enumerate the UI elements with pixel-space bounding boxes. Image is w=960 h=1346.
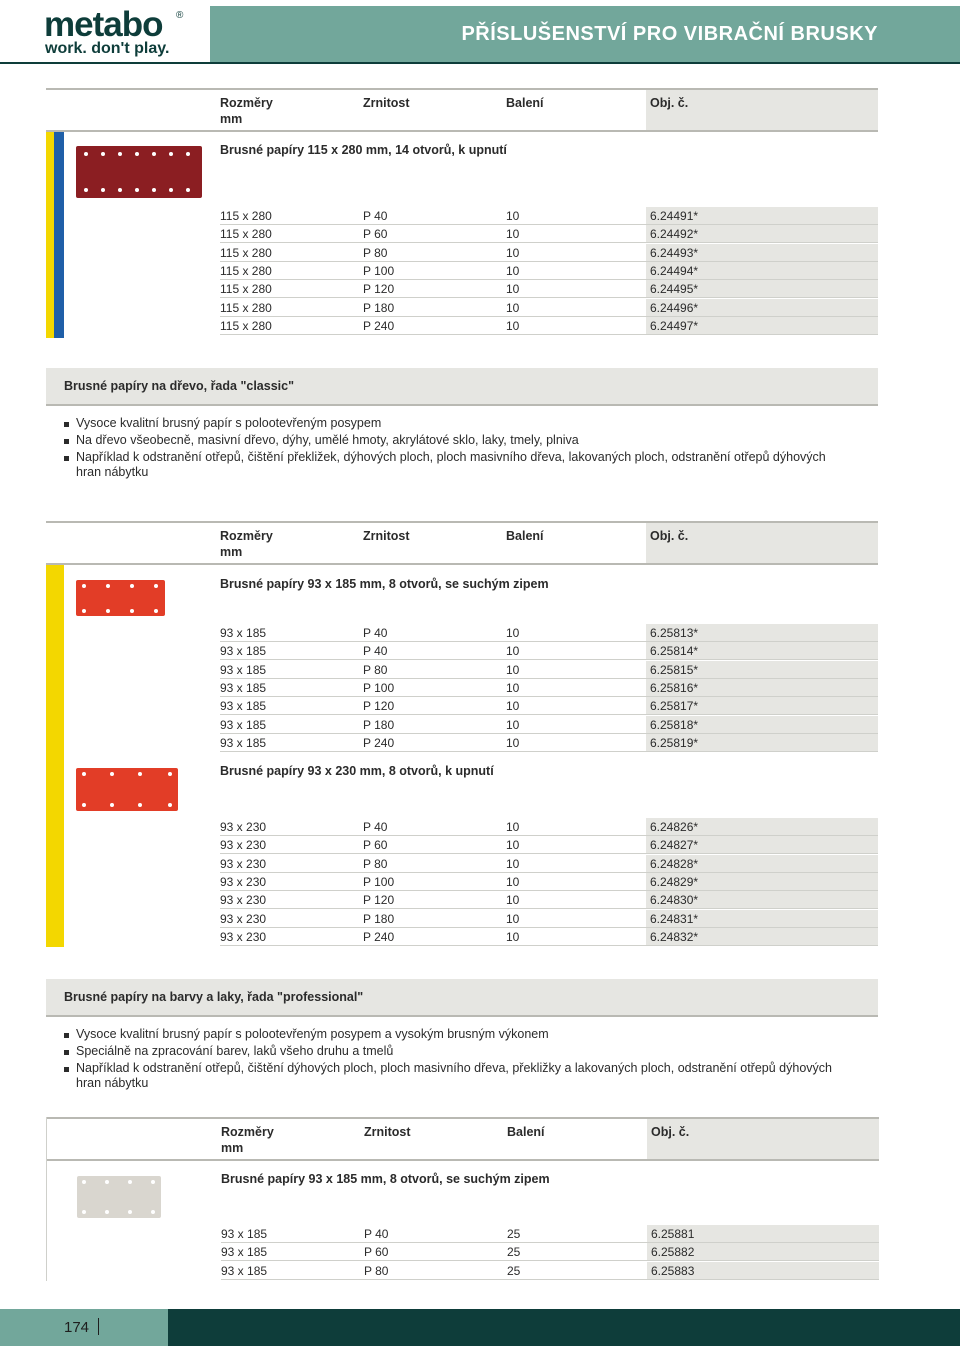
cell-grit: P 60 [364, 1245, 389, 1260]
cell-grit: P 100 [363, 680, 395, 695]
sheet-hole [152, 188, 156, 192]
bullet-item: Například k odstranění otřepů, čištění překližek, dýhových ploch, ploch masivního dřeva, lakovaných ploch, odstranění otřepů dýhových hran nábytku [64, 450, 854, 480]
sheet-hole [118, 152, 122, 156]
col-grit: Zrnitost [364, 1125, 411, 1139]
cell-grit: P 80 [363, 856, 388, 871]
sheet-hole [82, 609, 86, 613]
bullet-item: Na dřevo všeobecně, masivní dřevo, dýhy, umělé hmoty, akrylátové sklo, laky, tmely, plniva [64, 433, 864, 448]
table-row [220, 661, 878, 679]
cell-dimensions: 115 x 280 [220, 227, 272, 242]
cell-dimensions: 93 x 185 [220, 735, 267, 750]
table-row [220, 299, 878, 317]
sheet-hole [110, 772, 114, 776]
cell-grit: P 80 [363, 245, 388, 260]
cell-order-number: 6.24831* [650, 911, 699, 926]
sheet-hole [130, 609, 134, 613]
sanding-sheet-image [76, 768, 178, 811]
sheet-hole [154, 584, 158, 588]
bullet-item: Vysoce kvalitní brusný papír s polootevřeným posypem a vysokým brusným výkonem [64, 1027, 864, 1042]
table-row [221, 1225, 879, 1243]
sheet-hole [151, 1180, 155, 1184]
cell-grit: P 120 [363, 699, 395, 714]
cell-pack: 10 [506, 662, 520, 677]
sheet-hole [169, 188, 173, 192]
cell-order-number: 6.25817* [650, 699, 699, 714]
sheet-hole [84, 152, 88, 156]
cell-pack: 10 [506, 263, 520, 278]
cell-pack: 10 [506, 245, 520, 260]
logo-wordmark: metabo [44, 5, 163, 44]
cell-grit: P 100 [363, 263, 395, 278]
cell-pack: 25 [507, 1227, 521, 1241]
col-grit: Zrnitost [363, 529, 410, 543]
info-band-professional [46, 979, 878, 1017]
cell-grit: P 240 [363, 929, 395, 944]
page-number-divider [98, 1318, 99, 1335]
sheet-hole [128, 1180, 132, 1184]
cell-order-number: 6.25814* [650, 644, 699, 659]
title-band [210, 6, 960, 62]
sheet-hole [151, 1210, 155, 1214]
table-row [220, 818, 878, 836]
yellow-stripe [46, 565, 64, 947]
cell-pack: 10 [506, 644, 520, 659]
sheet-hole [138, 772, 142, 776]
table-row [220, 836, 878, 854]
cell-pack: 25 [507, 1245, 521, 1260]
col-pack: Balení [507, 1125, 545, 1139]
info-title: Brusné papíry na barvy a laky, řada "professional" [64, 990, 364, 1004]
sheet-hole [138, 803, 142, 807]
cell-dimensions: 93 x 230 [220, 893, 267, 908]
col-grit: Zrnitost [363, 96, 410, 110]
cell-grit: P 240 [363, 735, 395, 750]
sheet-hole [84, 188, 88, 192]
cell-dimensions: 93 x 230 [220, 874, 267, 889]
sheet-hole [106, 609, 110, 613]
cell-order-number: 6.24827* [650, 838, 699, 853]
cell-order-number: 6.24493* [650, 245, 699, 260]
sheet-hole [130, 584, 134, 588]
table-row [220, 873, 878, 891]
cell-pack: 10 [506, 699, 520, 714]
cell-dimensions: 93 x 185 [220, 699, 267, 714]
cell-grit: P 120 [363, 893, 395, 908]
table-header [47, 1117, 879, 1161]
sheet-hole [110, 803, 114, 807]
sheet-hole [169, 152, 173, 156]
cell-grit: P 40 [364, 1227, 389, 1241]
cell-dimensions: 93 x 230 [220, 820, 267, 834]
cell-grit: P 240 [363, 318, 395, 333]
table-row [220, 225, 878, 243]
cell-grit: P 180 [363, 717, 395, 732]
table-row [220, 928, 878, 946]
table-row [220, 262, 878, 280]
page-number: 174 [64, 1319, 90, 1336]
sheet-hole [128, 1210, 132, 1214]
table-row [220, 734, 878, 752]
table-row [220, 207, 878, 225]
sheet-hole [82, 1210, 86, 1214]
cell-order-number: 6.25882 [651, 1245, 695, 1260]
cell-pack: 10 [506, 626, 520, 640]
col-dimensions: Rozměry mm [221, 1125, 274, 1155]
sheet-hole [118, 188, 122, 192]
cell-pack: 10 [506, 838, 520, 853]
table-row [220, 891, 878, 909]
cell-dimensions: 93 x 185 [220, 662, 267, 677]
cell-dimensions: 93 x 230 [220, 856, 267, 871]
cell-pack: 10 [506, 209, 520, 223]
cell-order-number: 6.24496* [650, 300, 699, 315]
cell-grit: P 60 [363, 227, 388, 242]
page-title: PŘÍSLUŠENSTVÍ PRO VIBRAČNÍ BRUSKY [461, 23, 878, 45]
cell-dimensions: 115 x 280 [220, 300, 272, 315]
yellow-stripe [46, 132, 54, 338]
table-row [220, 642, 878, 660]
cell-pack: 10 [506, 735, 520, 750]
metabo-logo [0, 0, 210, 64]
cell-grit: P 80 [363, 662, 388, 677]
sheet-hole [105, 1180, 109, 1184]
cell-dimensions: 115 x 280 [220, 282, 272, 297]
cell-dimensions: 93 x 185 [220, 717, 267, 732]
sheet-hole [154, 609, 158, 613]
table-row [220, 855, 878, 873]
cell-dimensions: 115 x 280 [220, 318, 272, 333]
cell-grit: P 80 [364, 1263, 389, 1278]
sheet-hole [82, 1180, 86, 1184]
cell-pack: 10 [506, 318, 520, 333]
page-header [0, 0, 960, 64]
table-93x185-professional [46, 1117, 878, 1281]
cell-dimensions: 93 x 185 [221, 1245, 268, 1260]
logo-tagline: work. don't play. [45, 40, 170, 57]
cell-dimensions: 115 x 280 [220, 245, 272, 260]
cell-order-number: 6.24830* [650, 893, 699, 908]
cell-order-number: 6.25881 [651, 1227, 695, 1241]
col-order: Obj. č. [650, 96, 689, 110]
table-row [220, 679, 878, 697]
sheet-hole [101, 152, 105, 156]
sheet-hole [186, 188, 190, 192]
table-header [46, 88, 878, 132]
table-row [220, 716, 878, 734]
col-order: Obj. č. [650, 529, 689, 543]
cell-dimensions: 93 x 185 [221, 1263, 268, 1278]
bullet-list-professional [64, 1027, 864, 1093]
cell-order-number: 6.25819* [650, 735, 699, 750]
section-title: Brusné papíry 93 x 230 mm, 8 otvorů, k upnutí [220, 764, 494, 778]
sanding-sheet-image [76, 580, 165, 616]
cell-pack: 10 [506, 893, 520, 908]
table-93x185-93x230 [46, 521, 878, 947]
bullet-item: Například k odstranění otřepů, čištění dýhových ploch, ploch masivního dřeva, překližky a lakovaných ploch, odstranění otřepů dýhových hran nábytku [64, 1061, 854, 1091]
cell-order-number: 6.24829* [650, 874, 699, 889]
sanding-sheet-image [77, 1176, 161, 1218]
table-header [46, 521, 878, 565]
cell-pack: 10 [506, 227, 520, 242]
cell-grit: P 120 [363, 282, 395, 297]
table-row [220, 317, 878, 335]
cell-order-number: 6.25813* [650, 626, 699, 640]
section-title: Brusné papíry 115 x 280 mm, 14 otvorů, k upnutí [220, 143, 507, 157]
col-pack: Balení [506, 96, 544, 110]
cell-pack: 10 [506, 929, 520, 944]
sheet-hole [168, 772, 172, 776]
info-band-classic [46, 368, 878, 406]
table-row [220, 244, 878, 262]
sheet-hole [186, 152, 190, 156]
table-row [220, 624, 878, 642]
bullet-item: Vysoce kvalitní brusný papír s polootevřeným posypem [64, 416, 864, 431]
bullet-item: Speciálně na zpracování barev, laků všeho druhu a tmelů [64, 1044, 864, 1059]
cell-pack: 10 [506, 300, 520, 315]
col-dimensions: Rozměry mm [220, 96, 273, 126]
cell-grit: P 180 [363, 300, 395, 315]
table-row [221, 1262, 879, 1280]
sheet-hole [82, 772, 86, 776]
cell-order-number: 6.25816* [650, 680, 699, 695]
sheet-hole [168, 803, 172, 807]
cell-grit: P 60 [363, 838, 388, 853]
cell-grit: P 40 [363, 626, 388, 640]
cell-dimensions: 93 x 230 [220, 838, 267, 853]
cell-dimensions: 93 x 230 [220, 911, 267, 926]
cell-dimensions: 93 x 185 [220, 644, 267, 659]
cell-order-number: 6.24832* [650, 929, 699, 944]
cell-order-number: 6.24494* [650, 263, 699, 278]
sheet-hole [106, 584, 110, 588]
sheet-hole [82, 803, 86, 807]
col-dimensions: Rozměry mm [220, 529, 273, 559]
cell-order-number: 6.24828* [650, 856, 699, 871]
cell-pack: 10 [506, 820, 520, 834]
table-115x280 [46, 88, 878, 338]
cell-order-number: 6.24491* [650, 209, 699, 223]
col-order: Obj. č. [651, 1125, 690, 1139]
section-title: Brusné papíry 93 x 185 mm, 8 otvorů, se suchým zipem [220, 577, 549, 591]
cell-grit: P 40 [363, 820, 388, 834]
cell-dimensions: 93 x 230 [220, 929, 267, 944]
cell-grit: P 180 [363, 911, 395, 926]
logo-registered-mark: ® [176, 10, 184, 21]
sheet-hole [152, 152, 156, 156]
sheet-hole [101, 188, 105, 192]
cell-order-number: 6.24492* [650, 227, 699, 242]
cell-dimensions: 93 x 185 [220, 680, 267, 695]
cell-grit: P 40 [363, 644, 388, 659]
cell-order-number: 6.25818* [650, 717, 699, 732]
sheet-hole [135, 152, 139, 156]
section-title: Brusné papíry 93 x 185 mm, 8 otvorů, se suchým zipem [221, 1172, 550, 1186]
header-divider [0, 62, 960, 64]
page-footer [0, 1309, 960, 1346]
cell-pack: 10 [506, 911, 520, 926]
footer-page-box [0, 1309, 168, 1346]
cell-order-number: 6.24497* [650, 318, 699, 333]
sheet-hole [135, 188, 139, 192]
table-row [220, 697, 878, 715]
bullet-list-classic [64, 416, 864, 482]
cell-pack: 10 [506, 680, 520, 695]
sanding-sheet-image [76, 146, 202, 198]
blue-stripe [54, 132, 64, 338]
cell-grit: P 100 [363, 874, 395, 889]
cell-pack: 25 [507, 1263, 521, 1278]
cell-dimensions: 93 x 185 [220, 626, 267, 640]
table-row [221, 1243, 879, 1261]
cell-order-number: 6.25883 [651, 1263, 695, 1278]
cell-order-number: 6.24826* [650, 820, 699, 834]
cell-pack: 10 [506, 717, 520, 732]
table-row [220, 910, 878, 928]
cell-pack: 10 [506, 856, 520, 871]
cell-dimensions: 115 x 280 [220, 263, 272, 278]
cell-order-number: 6.24495* [650, 282, 699, 297]
cell-dimensions: 115 x 280 [220, 209, 272, 223]
cell-grit: P 40 [363, 209, 388, 223]
table-row [220, 280, 878, 298]
cell-dimensions: 93 x 185 [221, 1227, 268, 1241]
cell-order-number: 6.25815* [650, 662, 699, 677]
sheet-hole [82, 584, 86, 588]
sheet-hole [105, 1210, 109, 1214]
cell-pack: 10 [506, 874, 520, 889]
cell-pack: 10 [506, 282, 520, 297]
col-pack: Balení [506, 529, 544, 543]
info-title: Brusné papíry na dřevo, řada "classic" [64, 379, 295, 393]
